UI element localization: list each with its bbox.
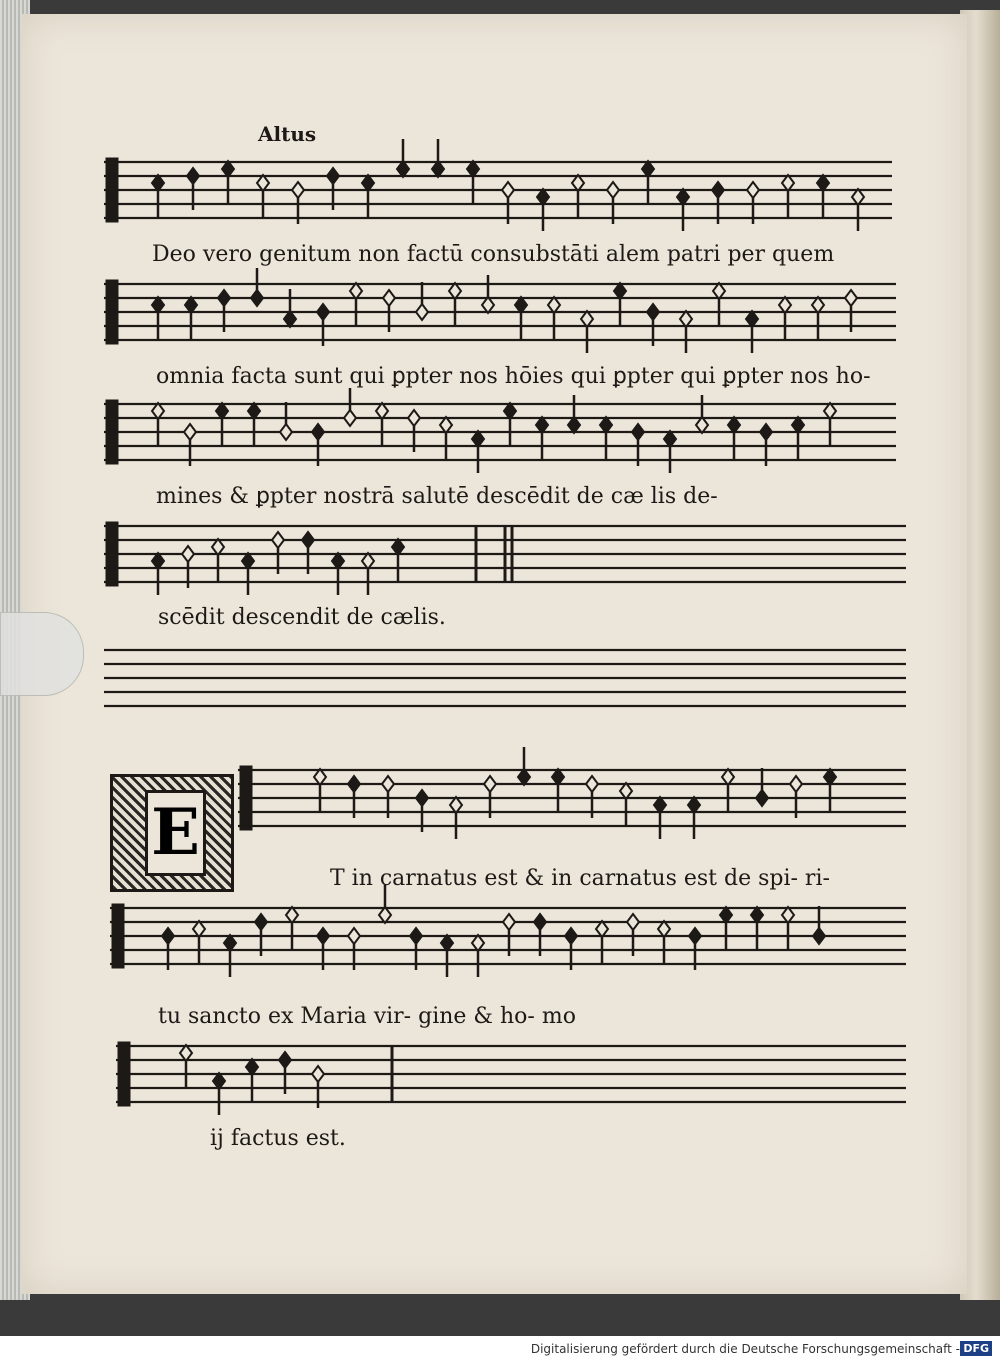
lyric-line-6: tu sancto ex Maria vir- gine & ho- mo: [158, 1004, 576, 1029]
note-head: [408, 410, 420, 426]
note-head: [248, 403, 260, 419]
note-head: [472, 935, 484, 951]
clef: [112, 904, 124, 968]
note-head: [242, 553, 254, 569]
note-head: [317, 304, 329, 320]
note-head: [568, 417, 580, 433]
note-head: [689, 928, 701, 944]
note-head: [536, 417, 548, 433]
note-head: [817, 175, 829, 191]
note-head: [537, 189, 549, 205]
note-head: [257, 175, 269, 191]
note-head: [314, 769, 326, 785]
note-head: [792, 417, 804, 433]
note-head: [212, 539, 224, 555]
note-head: [152, 403, 164, 419]
note-head: [852, 189, 864, 205]
note-head: [187, 168, 199, 184]
note-head: [779, 297, 791, 313]
note-head: [790, 776, 802, 792]
note-head: [272, 532, 284, 548]
note-head: [317, 928, 329, 944]
note-head: [482, 297, 494, 313]
note-head: [484, 776, 496, 792]
note-head: [392, 539, 404, 555]
lyric-line-4: scēdit descendit de cælis.: [158, 605, 446, 630]
note-head: [751, 907, 763, 923]
note-head: [756, 790, 768, 806]
clef: [106, 280, 118, 344]
note-head: [824, 769, 836, 785]
note-head: [596, 921, 608, 937]
note-head: [664, 431, 676, 447]
note-head: [620, 783, 632, 799]
clef: [240, 766, 252, 830]
clef: [118, 1042, 130, 1106]
note-head: [327, 168, 339, 184]
note-head: [552, 769, 564, 785]
note-head: [255, 914, 267, 930]
note-head: [746, 311, 758, 327]
note-head: [760, 424, 772, 440]
note-head: [185, 297, 197, 313]
note-head: [416, 304, 428, 320]
note-head: [302, 532, 314, 548]
note-head: [379, 907, 391, 923]
note-head: [280, 424, 292, 440]
note-head: [397, 161, 409, 177]
note-head: [224, 935, 236, 951]
note-head: [504, 403, 516, 419]
note-head: [696, 417, 708, 433]
note-head: [362, 553, 374, 569]
note-head: [286, 907, 298, 923]
note-head: [251, 290, 263, 306]
note-head: [600, 417, 612, 433]
note-head: [548, 297, 560, 313]
note-head: [515, 297, 527, 313]
note-head: [432, 161, 444, 177]
note-head: [813, 928, 825, 944]
note-head: [747, 182, 759, 198]
clef: [106, 158, 118, 222]
lyric-line-3: mines & ꝑpter nostrā salutē descēdit de cæ lis de-: [156, 484, 718, 509]
note-head: [213, 1073, 225, 1089]
note-head: [581, 311, 593, 327]
note-head: [376, 403, 388, 419]
note-head: [472, 431, 484, 447]
initial-letter: E: [145, 790, 206, 876]
voice-label: Altus: [258, 122, 317, 146]
note-head: [193, 921, 205, 937]
lyric-line-7: ij factus est.: [210, 1126, 346, 1151]
note-head: [312, 1066, 324, 1082]
note-head: [782, 907, 794, 923]
lyric-line-2: omnia facta sunt qui ꝑpter nos hōies qui ꝑpter qui ꝑpter nos ho-: [156, 364, 871, 389]
clef: [106, 522, 118, 586]
note-head: [216, 403, 228, 419]
note-head: [332, 553, 344, 569]
note-head: [503, 914, 515, 930]
note-head: [467, 161, 479, 177]
note-head: [572, 175, 584, 191]
note-head: [632, 424, 644, 440]
note-head: [722, 769, 734, 785]
note-head: [658, 921, 670, 937]
note-head: [344, 410, 356, 426]
note-head: [152, 297, 164, 313]
dfg-logo: DFG: [960, 1341, 992, 1356]
note-head: [246, 1059, 258, 1075]
note-head: [728, 417, 740, 433]
note-head: [845, 290, 857, 306]
note-head: [502, 182, 514, 198]
note-head: [680, 311, 692, 327]
note-head: [284, 311, 296, 327]
note-head: [279, 1052, 291, 1068]
note-head: [812, 297, 824, 313]
note-head: [712, 182, 724, 198]
note-head: [382, 776, 394, 792]
note-head: [348, 776, 360, 792]
note-head: [642, 161, 654, 177]
footer-credit: Digitalisierung gefördert durch die Deutsche Forschungsgemeinschaft -: [530, 1342, 960, 1356]
note-head: [647, 304, 659, 320]
note-head: [720, 907, 732, 923]
note-head: [182, 546, 194, 562]
note-head: [410, 928, 422, 944]
note-head: [450, 797, 462, 813]
clef: [106, 400, 118, 464]
note-head: [162, 928, 174, 944]
note-head: [383, 290, 395, 306]
note-head: [518, 769, 530, 785]
note-head: [441, 935, 453, 951]
note-head: [677, 189, 689, 205]
lyric-line-5: T in carnatus est & in carnatus est de spi- ri-: [330, 866, 830, 891]
note-head: [607, 182, 619, 198]
note-head: [218, 290, 230, 306]
note-head: [713, 283, 725, 299]
note-head: [449, 283, 461, 299]
note-head: [614, 283, 626, 299]
note-head: [586, 776, 598, 792]
note-head: [362, 175, 374, 191]
note-head: [416, 790, 428, 806]
note-head: [350, 283, 362, 299]
note-head: [688, 797, 700, 813]
note-head: [782, 175, 794, 191]
note-head: [180, 1045, 192, 1061]
note-head: [654, 797, 666, 813]
lyric-line-1: Deo vero genitum non factū consubstāti alem patri per quem: [152, 242, 835, 267]
note-head: [152, 553, 164, 569]
note-head: [824, 403, 836, 419]
note-head: [627, 914, 639, 930]
note-head: [565, 928, 577, 944]
note-head: [312, 424, 324, 440]
note-head: [440, 417, 452, 433]
note-head: [184, 424, 196, 440]
note-head: [348, 928, 360, 944]
note-head: [222, 161, 234, 177]
note-head: [292, 182, 304, 198]
note-head: [534, 914, 546, 930]
note-head: [152, 175, 164, 191]
